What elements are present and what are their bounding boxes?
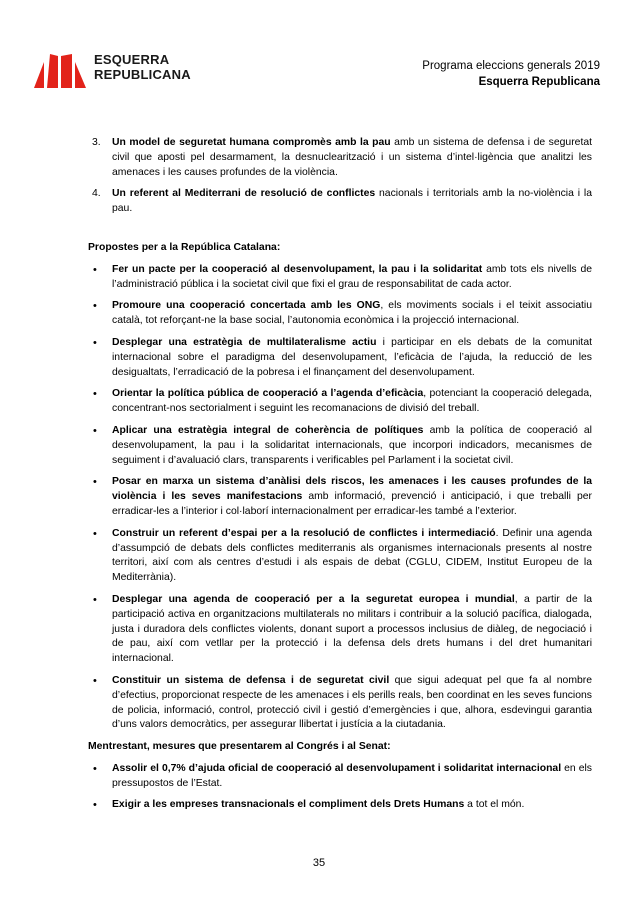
item-rest-text: a tot el món. xyxy=(464,799,525,811)
bullet-item xyxy=(88,762,592,792)
item-bold-text: Un referent al Mediterrani de resolució de conflictes xyxy=(112,188,376,200)
bullet-item xyxy=(88,593,592,667)
item-text xyxy=(112,337,592,378)
item-rest-text: amb tots els nivells de l’administració pública i la societat civil que fixi el grau de responsabilitat de cada actor. xyxy=(112,263,592,290)
item-bold-text: Constituir un sistema de defensa i de seguretat civil xyxy=(112,674,390,686)
item-bold-text: Posar en marxa un sistema d’anàlisi dels riscos, les amenaces i les causes profundes de la violència i les seves manifestacions xyxy=(112,476,592,503)
party-name: Esquerra Republicana xyxy=(478,76,600,88)
numbered-list xyxy=(88,136,592,217)
item-bold-text: Aplicar una estratègia integral de coherència de polítiques xyxy=(112,424,424,436)
bullet-icon: • xyxy=(93,476,97,489)
party-logo xyxy=(32,50,192,90)
page-header xyxy=(0,0,638,110)
item-text xyxy=(112,476,592,517)
item-text xyxy=(112,188,592,214)
bullet-item xyxy=(88,387,592,417)
item-bold-text: Desplegar una estratègia de multilateralisme actiu xyxy=(112,336,377,348)
numbered-item xyxy=(88,136,592,180)
item-rest-text: amb un sistema de defensa i de seguretat civil que aposti pel desarmament, la desnuclearització i un sistema d’intel·ligència que analitzi les amenaces i les causes profundes de la violència. xyxy=(112,137,593,178)
item-bold-text: Desplegar una agenda de cooperació per a la seguretat europea i mundial xyxy=(112,593,515,605)
item-text xyxy=(112,388,592,414)
bullet-item xyxy=(88,475,592,519)
item-bold-text: Orientar la política pública de cooperació a l’agenda d’eficàcia xyxy=(112,388,424,400)
item-rest-text: en els pressupostos de l’Estat. xyxy=(112,762,592,789)
item-rest-text: , a partir de la participació activa en organitzacions multilaterals no militars i contribuir a la solució pacífica, dialogada, justa i duradora dels conflictes violents, donant suport a processos inclusius de diàleg, de negociació i de pau, així com vetllar per la protecció i la defensa dels drets humans i del dret humanitari internacional. xyxy=(112,593,593,665)
header-title-block xyxy=(422,58,600,90)
bullet-item xyxy=(88,336,592,380)
item-bold-text: Construir un referent d’espai per a la resolució de conflictes i intermediació xyxy=(112,527,496,539)
bullet-icon: • xyxy=(93,674,97,687)
item-bold-text: Fer un pacte per la cooperació al desenvolupament, la pau i la solidaritat xyxy=(112,263,483,275)
item-rest-text: nacionals i territorials amb la no-violència i la pau. xyxy=(112,188,592,215)
bullet-icon: • xyxy=(93,388,97,401)
item-rest-text: amb la política de cooperació al desenvolupament, la pau i la solidaritat internacionals, que incorpori indicadors, mecanismes de seguiment i d’avaluació clars, transparents i verificables pel Parlament i la societat civil. xyxy=(112,424,592,466)
item-rest-text: , els moviments socials i el teixit associatiu català, tot reforçant-ne la base social, l’autonomia econòmica i la projecció internacional. xyxy=(112,300,592,327)
logo-line2: REPUBLICANA xyxy=(94,67,191,82)
item-rest-text: que sigui adequat pel que fa al nombre d’efectius, proporcionat respecte de les amenaces i els perills reals, ben coordinat en les seves funcions de policia, informació, control, protecció civil i gestió d’emergències i que, alhora, esdevingui garantia d’uns valors democràtics, per assegurar llibertat i justícia a la ciutadania. xyxy=(112,674,592,731)
bullet-icon: • xyxy=(93,799,97,812)
item-rest-text: . Definir una agenda d’assumpció de debats dels conflictes mediterranis als organismes internacionals presents al nostre territori, així com als centres d’estudi i als espais de debat (CGLU, CIDEM, Institut Europeu de la Mediterrània). xyxy=(112,527,592,584)
item-rest-text: , potenciant la cooperació delegada, concentrant-nos sectorialment i seguint les recomanacions de divisió del treball. xyxy=(112,388,593,415)
proposals-list xyxy=(88,263,592,733)
item-bold-text: Assolir el 0,7% d’ajuda oficial de cooperació al desenvolupament i solidaritat internacional xyxy=(112,762,562,774)
item-bold-text: Un model de seguretat humana compromès amb la pau xyxy=(112,137,391,148)
item-bold-text: Exigir a les empreses transnacionals el compliment dels Drets Humans xyxy=(112,799,465,811)
section-heading-proposals: Propostes per a la República Catalana: xyxy=(88,241,281,253)
bullet-icon: • xyxy=(93,424,97,437)
item-text xyxy=(112,528,592,583)
bullet-icon: • xyxy=(93,300,97,313)
bullet-item xyxy=(88,527,592,586)
bullet-icon: • xyxy=(93,336,97,349)
item-text xyxy=(112,763,592,789)
section-heading-measures: Mentrestant, mesures que presentarem al Congrés i al Senat: xyxy=(88,741,391,753)
bullet-icon: • xyxy=(93,263,97,276)
bullet-icon: • xyxy=(93,527,97,540)
item-text xyxy=(112,675,592,730)
item-text xyxy=(112,300,592,326)
logo-line1: ESQUERRA xyxy=(94,52,170,67)
bullet-item xyxy=(88,299,592,329)
logo-bars-icon xyxy=(32,50,92,90)
item-text xyxy=(112,264,592,290)
bullet-item xyxy=(88,674,592,733)
item-text xyxy=(112,425,592,466)
bullet-item xyxy=(88,798,592,813)
item-rest-text: i participar en els debats de la comunitat internacional sobre el paradigma del desenvolupament, l’eficàcia de l’ajuda, la reducció de les desigualtats, l’erradicació de la pobresa i el finançament del desenvolupament. xyxy=(112,336,592,378)
bullet-icon: • xyxy=(93,762,97,775)
item-text xyxy=(112,137,592,178)
program-title: Programa eleccions generals 2019 xyxy=(422,60,600,72)
bullet-icon: • xyxy=(93,593,97,606)
page-number: 35 xyxy=(312,857,326,869)
bullet-item xyxy=(88,263,592,293)
item-number: 4. xyxy=(92,188,101,200)
numbered-item xyxy=(88,187,592,217)
page-content xyxy=(88,136,592,820)
measures-list xyxy=(88,762,592,813)
item-number: 3. xyxy=(92,137,101,148)
item-text xyxy=(112,594,592,664)
item-text xyxy=(112,799,524,810)
bullet-item xyxy=(88,424,592,468)
item-rest-text: amb informació, prevenció i anticipació, i que treballi per erradicar-les a l’interior i col·laborí internacionalment per erradicar-les també a l’exterior. xyxy=(112,491,592,517)
item-bold-text: Promoure una cooperació concertada amb les ONG xyxy=(112,300,381,312)
logo-wordmark xyxy=(94,52,191,82)
